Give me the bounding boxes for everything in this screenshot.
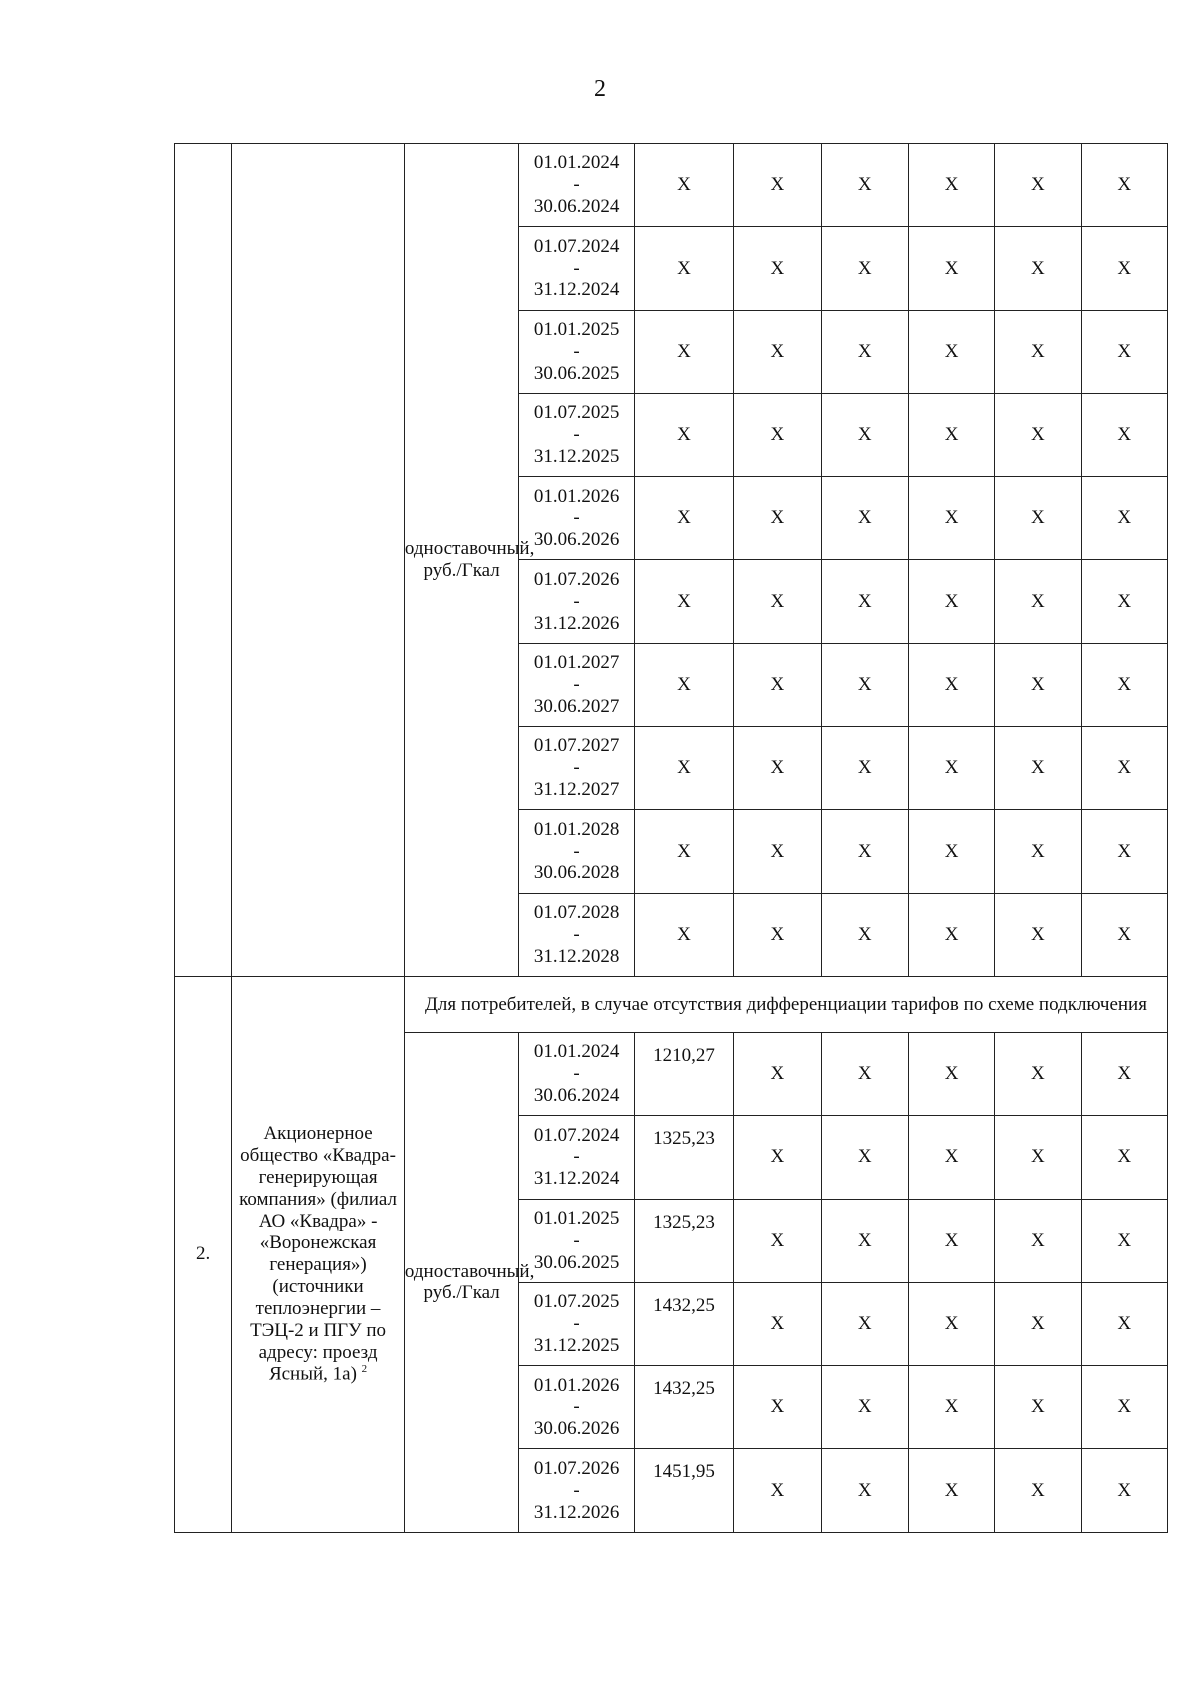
period-start: 01.07.2025	[533, 1291, 620, 1313]
x-mark-cell: Х	[1081, 560, 1167, 643]
period-start: 01.01.2024	[533, 152, 620, 174]
x-mark-cell: Х	[908, 227, 994, 310]
x-mark-cell: Х	[1081, 393, 1167, 476]
x-mark-cell: Х	[908, 1449, 994, 1532]
period-end: 30.06.2024	[533, 1085, 620, 1107]
x-mark-cell: Х	[821, 560, 908, 643]
period-dash: -	[573, 923, 580, 945]
x-mark-cell: Х	[1081, 1116, 1167, 1199]
period-cell	[519, 1199, 634, 1282]
table-row	[175, 144, 1168, 227]
x-mark-cell: Х	[995, 1366, 1081, 1449]
x-mark-cell: Х	[734, 1449, 821, 1532]
period-end: 31.12.2024	[533, 1168, 620, 1190]
x-mark-cell: Х	[908, 393, 994, 476]
x-mark-cell: Х	[908, 560, 994, 643]
x-mark-cell: Х	[1081, 144, 1167, 227]
x-mark-cell: Х	[1081, 1366, 1167, 1449]
x-mark-cell: Х	[1081, 727, 1167, 810]
x-mark-cell: Х	[995, 144, 1081, 227]
x-mark-cell: Х	[995, 727, 1081, 810]
period-cell	[519, 1449, 634, 1532]
x-mark-cell: Х	[1081, 310, 1167, 393]
unit-cell: одноставочный, руб./Гкал	[404, 144, 518, 977]
x-mark-cell: Х	[734, 393, 821, 476]
period-dash: -	[573, 340, 580, 362]
period-start: 01.01.2024	[533, 1041, 620, 1063]
group-header-row	[175, 976, 1168, 1032]
period-dash: -	[573, 1146, 580, 1168]
period-cell	[519, 227, 634, 310]
x-mark-cell: Х	[908, 1116, 994, 1199]
x-mark-cell: Х	[821, 1032, 908, 1115]
x-mark-cell: Х	[821, 227, 908, 310]
x-mark-cell: Х	[1081, 1032, 1167, 1115]
x-mark-cell: Х	[821, 727, 908, 810]
period-cell	[519, 393, 634, 476]
organization-name: Акционерное общество «Квадра-генерирующая компания» (филиал АО «Квадра» - «Воронежская генерация») (источники теплоэнергии – ТЭЦ-2 и ПГУ по адресу: проезд Ясный, 1а)	[239, 1123, 398, 1385]
period-cell	[519, 477, 634, 560]
period-start: 01.01.2028	[533, 818, 620, 840]
period-cell	[519, 810, 634, 893]
tariff-value-cell: 1325,23	[634, 1116, 733, 1199]
x-mark-cell: Х	[821, 810, 908, 893]
x-mark-cell: Х	[908, 310, 994, 393]
period-start: 01.01.2025	[533, 318, 620, 340]
period-end: 31.12.2028	[533, 945, 620, 967]
x-mark-cell: Х	[734, 1032, 821, 1115]
x-mark-cell: Х	[634, 643, 733, 726]
x-mark-cell: Х	[734, 1199, 821, 1282]
x-mark-cell: Х	[634, 144, 733, 227]
x-mark-cell: Х	[995, 810, 1081, 893]
period-end: 30.06.2027	[533, 695, 620, 717]
period-dash: -	[573, 674, 580, 695]
x-mark-cell: Х	[821, 1366, 908, 1449]
x-mark-cell: Х	[821, 477, 908, 560]
period-start: 01.01.2027	[533, 652, 620, 674]
period-start: 01.07.2025	[533, 402, 620, 424]
x-mark-cell: Х	[908, 810, 994, 893]
period-start: 01.07.2028	[533, 902, 620, 924]
period-end: 30.06.2024	[533, 196, 620, 218]
period-end: 30.06.2025	[533, 1251, 620, 1273]
period-cell	[519, 1282, 634, 1365]
x-mark-cell: Х	[908, 727, 994, 810]
x-mark-cell: Х	[821, 1449, 908, 1532]
x-mark-cell: Х	[995, 310, 1081, 393]
period-start: 01.07.2027	[533, 735, 620, 757]
x-mark-cell: Х	[995, 1449, 1081, 1532]
row-number-cell	[175, 144, 232, 977]
x-mark-cell: Х	[634, 727, 733, 810]
period-dash: -	[573, 840, 580, 862]
x-mark-cell: Х	[821, 310, 908, 393]
x-mark-cell: Х	[734, 810, 821, 893]
period-dash: -	[573, 257, 580, 279]
x-mark-cell: Х	[634, 477, 733, 560]
organization-cell	[232, 976, 405, 1532]
period-end: 30.06.2026	[533, 1418, 620, 1440]
period-end: 30.06.2026	[533, 529, 620, 551]
period-dash: -	[573, 1479, 580, 1501]
x-mark-cell: Х	[734, 1366, 821, 1449]
unit-cell: одноставочный, руб./Гкал	[404, 1032, 518, 1532]
x-mark-cell: Х	[734, 643, 821, 726]
x-mark-cell: Х	[734, 477, 821, 560]
period-end: 31.12.2026	[533, 612, 620, 634]
x-mark-cell: Х	[908, 1366, 994, 1449]
organization-cell	[232, 144, 405, 977]
x-mark-cell: Х	[908, 1199, 994, 1282]
period-cell	[519, 560, 634, 643]
x-mark-cell: Х	[1081, 1199, 1167, 1282]
period-cell	[519, 310, 634, 393]
x-mark-cell: Х	[908, 1282, 994, 1365]
period-end: 30.06.2025	[533, 362, 620, 384]
x-mark-cell: Х	[734, 560, 821, 643]
period-start: 01.01.2026	[533, 1374, 620, 1396]
x-mark-cell: Х	[1081, 810, 1167, 893]
x-mark-cell: Х	[734, 1116, 821, 1199]
x-mark-cell: Х	[821, 893, 908, 976]
period-cell	[519, 1032, 634, 1115]
x-mark-cell: Х	[908, 643, 994, 726]
x-mark-cell: Х	[908, 144, 994, 227]
x-mark-cell: Х	[634, 227, 733, 310]
x-mark-cell: Х	[1081, 227, 1167, 310]
x-mark-cell: Х	[995, 393, 1081, 476]
tariff-value-cell: 1210,27	[634, 1032, 733, 1115]
x-mark-cell: Х	[995, 1199, 1081, 1282]
x-mark-cell: Х	[634, 893, 733, 976]
period-dash: -	[573, 424, 580, 446]
x-mark-cell: Х	[821, 643, 908, 726]
x-mark-cell: Х	[908, 477, 994, 560]
x-mark-cell: Х	[734, 727, 821, 810]
period-dash: -	[573, 1063, 580, 1085]
x-mark-cell: Х	[1081, 1282, 1167, 1365]
period-cell	[519, 144, 634, 227]
x-mark-cell: Х	[1081, 477, 1167, 560]
period-dash: -	[573, 507, 580, 529]
period-dash: -	[573, 1396, 580, 1418]
period-start: 01.01.2026	[533, 485, 620, 507]
tariff-value-cell: 1432,25	[634, 1366, 733, 1449]
period-start: 01.01.2025	[533, 1207, 620, 1229]
x-mark-cell: Х	[908, 893, 994, 976]
period-cell	[519, 1116, 634, 1199]
x-mark-cell: Х	[995, 477, 1081, 560]
x-mark-cell: Х	[634, 310, 733, 393]
x-mark-cell: Х	[821, 1199, 908, 1282]
x-mark-cell: Х	[995, 643, 1081, 726]
x-mark-cell: Х	[995, 560, 1081, 643]
period-end: 31.12.2025	[533, 445, 620, 467]
period-dash: -	[573, 1313, 580, 1335]
x-mark-cell: Х	[734, 1282, 821, 1365]
x-mark-cell: Х	[1081, 1449, 1167, 1532]
period-cell	[519, 1366, 634, 1449]
footnote-mark: 2	[361, 1363, 368, 1376]
x-mark-cell: Х	[995, 1282, 1081, 1365]
x-mark-cell: Х	[634, 393, 733, 476]
page-number: 2	[594, 76, 606, 102]
x-mark-cell: Х	[821, 144, 908, 227]
x-mark-cell: Х	[821, 1282, 908, 1365]
x-mark-cell: Х	[995, 1116, 1081, 1199]
x-mark-cell: Х	[1081, 643, 1167, 726]
period-dash: -	[573, 174, 580, 196]
x-mark-cell: Х	[1081, 893, 1167, 976]
x-mark-cell: Х	[734, 227, 821, 310]
x-mark-cell: Х	[734, 144, 821, 227]
period-start: 01.07.2024	[533, 1124, 620, 1146]
period-end: 31.12.2025	[533, 1334, 620, 1356]
period-start: 01.07.2026	[533, 1457, 620, 1479]
x-mark-cell: Х	[995, 227, 1081, 310]
period-end: 31.12.2027	[533, 779, 620, 801]
tariff-value-cell: 1432,25	[634, 1282, 733, 1365]
period-dash: -	[573, 1229, 580, 1251]
period-start: 01.07.2026	[533, 568, 620, 590]
x-mark-cell: Х	[634, 560, 733, 643]
x-mark-cell: Х	[634, 810, 733, 893]
tariff-value-cell: 1325,23	[634, 1199, 733, 1282]
period-cell	[519, 893, 634, 976]
x-mark-cell: Х	[821, 393, 908, 476]
x-mark-cell: Х	[995, 893, 1081, 976]
tariff-value-cell: 1451,95	[634, 1449, 733, 1532]
x-mark-cell: Х	[734, 893, 821, 976]
tariff-table	[174, 143, 1168, 1533]
x-mark-cell: Х	[995, 1032, 1081, 1115]
period-dash: -	[573, 757, 580, 779]
group-header-cell: Для потребителей, в случае отсутствия дифференциации тарифов по схеме подключения	[404, 976, 1167, 1032]
x-mark-cell: Х	[821, 1116, 908, 1199]
period-cell	[519, 643, 634, 726]
row-number-cell: 2.	[175, 976, 232, 1532]
period-cell	[519, 727, 634, 810]
period-end: 31.12.2024	[533, 279, 620, 301]
period-dash: -	[573, 590, 580, 612]
period-end: 30.06.2028	[533, 862, 620, 884]
x-mark-cell: Х	[734, 310, 821, 393]
x-mark-cell: Х	[908, 1032, 994, 1115]
period-start: 01.07.2024	[533, 235, 620, 257]
period-end: 31.12.2026	[533, 1501, 620, 1523]
